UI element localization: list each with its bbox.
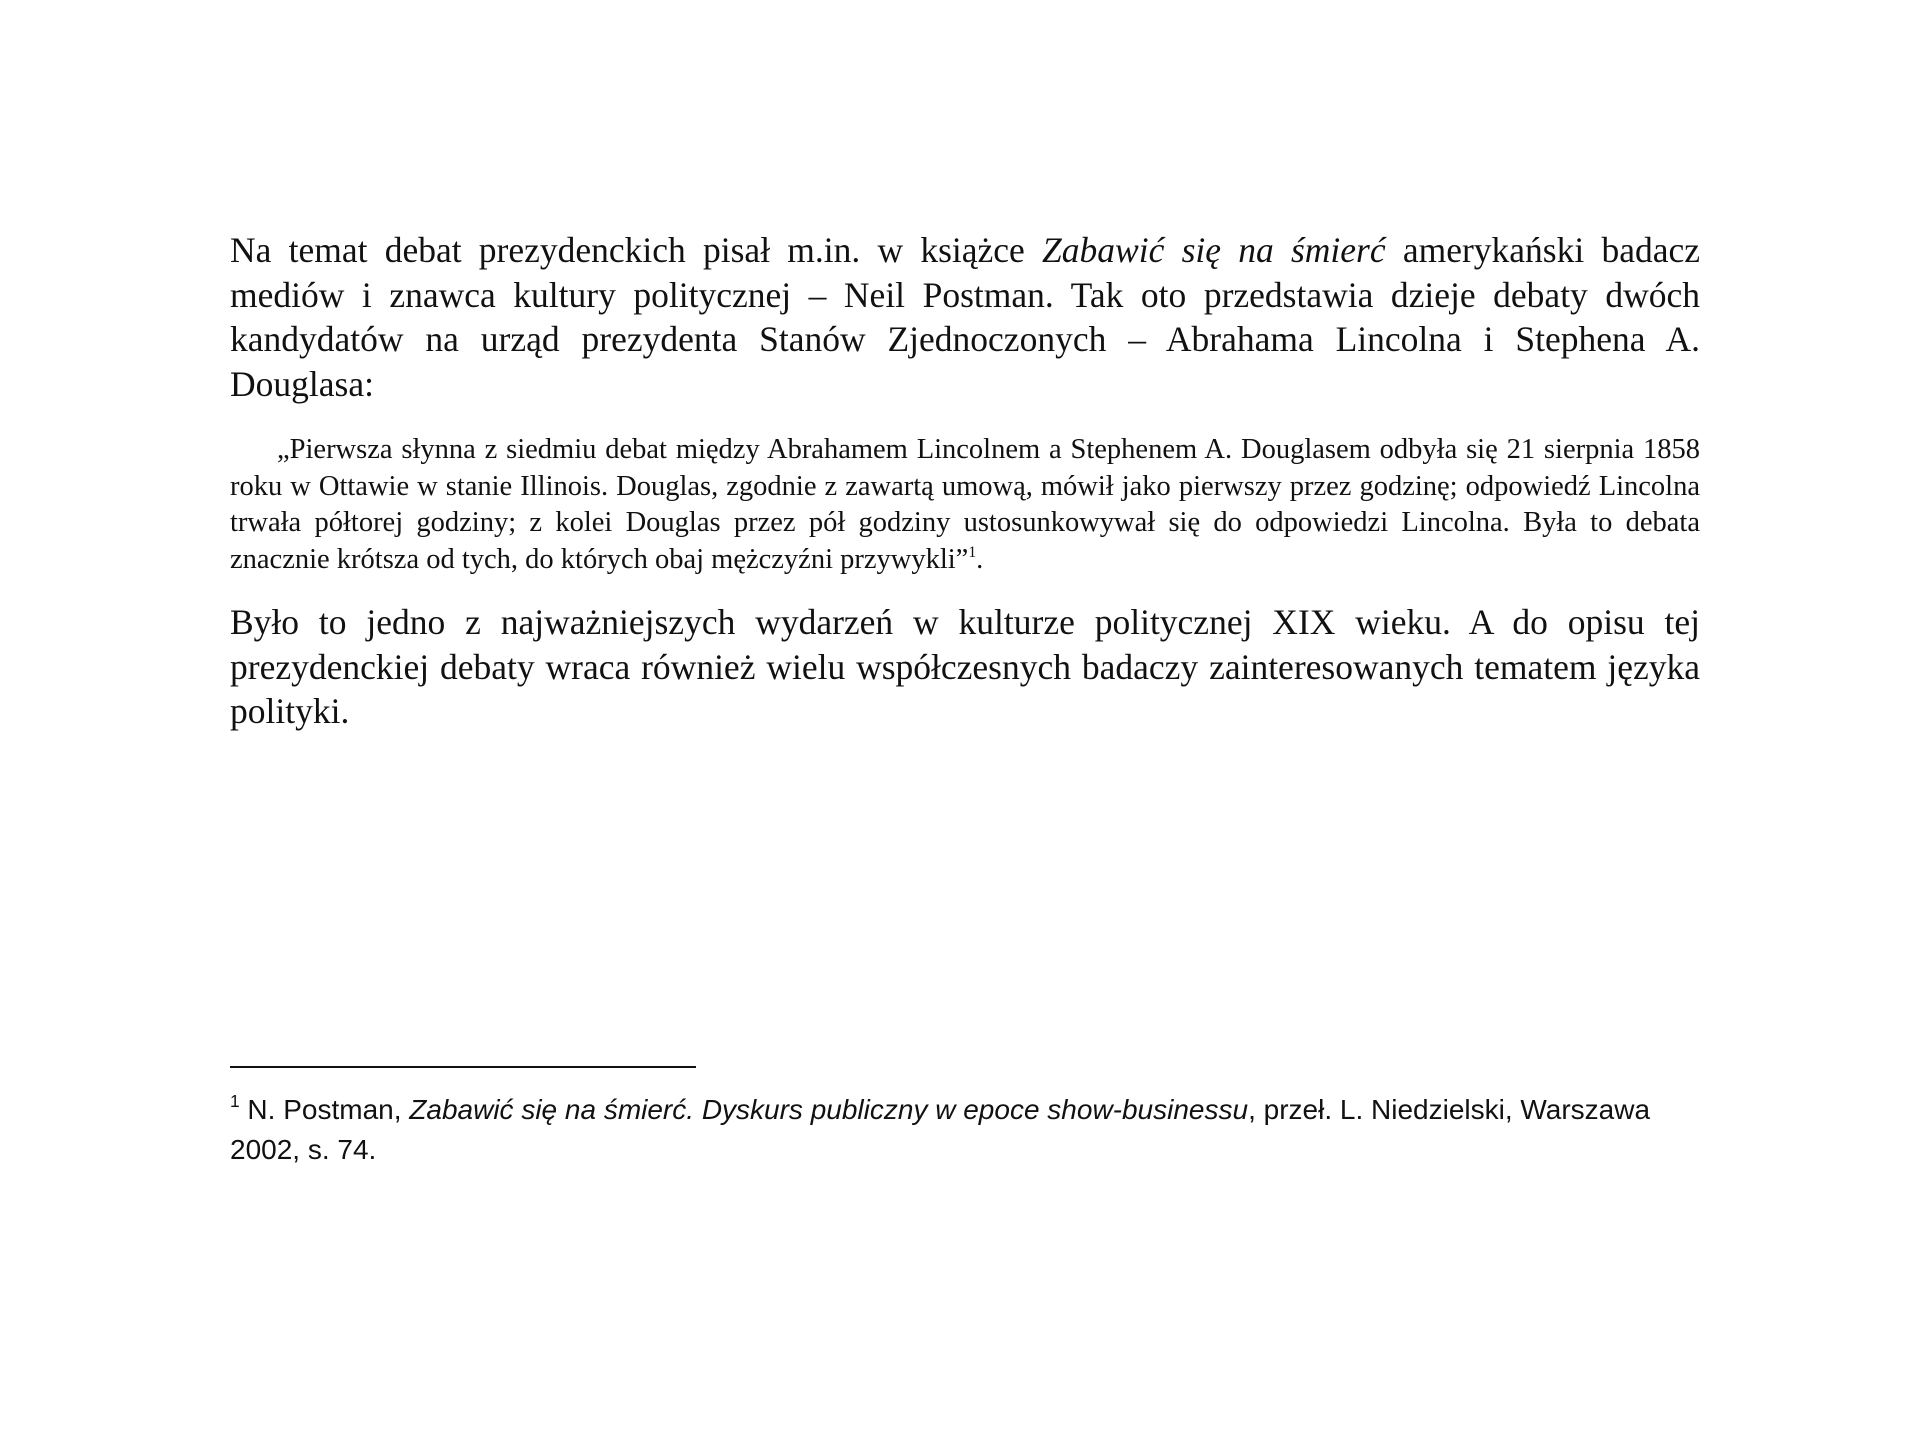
- footnote-separator: [230, 1066, 696, 1068]
- paragraph-intro: [230, 228, 1700, 406]
- quote-body: „Pierwsza słynna z siedmiu debat między Abrahamem Lincolnem a Stephenem A. Douglasem odbyła się 21 sierpnia 1858 roku w Ottawie w stanie Illinois. Douglas, zgodnie z zawartą umową, mówił jako pierwszy przez godzinę; odpowiedź Lincolna trwała półtorej godziny; z kolei Douglas przez pół godziny ustosunkowywał się do odpowiedzi Lincolna. Była to debata znacznie krótsza od tych, do których obaj mężczyźni przywykli”: [230, 434, 1700, 575]
- footnote-reference[interactable]: 1: [968, 544, 977, 561]
- footnote-1: [230, 1090, 1700, 1170]
- paragraph-intro-text-1: Na temat debat prezydenckich pisał m.in. w książce: [230, 230, 1043, 270]
- paragraph-conclusion: Było to jedno z najważniejszych wydarzeń w kulturze politycznej XIX wieku. A do opisu tej prezydenckiej debaty wraca również wielu współczesnych badaczy zainteresowanych tematem języka polityki.: [230, 602, 1700, 731]
- block-quote: [230, 432, 1700, 578]
- quote-end-punctuation: .: [976, 543, 984, 575]
- footnote-area: [230, 1066, 1700, 1170]
- paragraph-intro-text-2: amerykański badacz mediów i znawca kultury politycznej – Neil Postman. Tak oto przedstawia dzieje debaty dwóch kandydatów na urząd prezydenta Stanów Zjednoczonych – Abrahama Lincolna i Stephena A. Douglasa:: [230, 230, 1700, 404]
- footnote-details: , przeł. L. Niedzielski, Warszawa 2002, s. 74.: [230, 1094, 1651, 1165]
- book-title: Zabawić się na śmierć: [1042, 230, 1386, 270]
- footnote-title: Zabawić się na śmierć. Dyskurs publiczny w epoce show-businessu: [409, 1094, 1249, 1125]
- block-quote-text: [230, 432, 1700, 578]
- document-page: [230, 228, 1700, 734]
- footnote-author: N. Postman,: [239, 1094, 410, 1125]
- footnote-number: 1: [230, 1090, 240, 1111]
